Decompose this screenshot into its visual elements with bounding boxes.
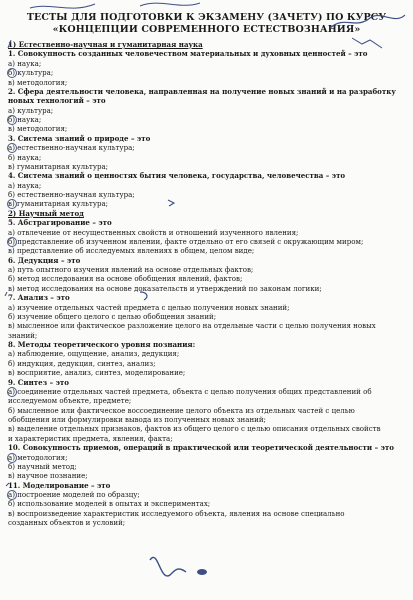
line-text: 3. Система знаний о природе – это [8,133,151,143]
line-text: б) изучение общего целого с целью обобщения знаний; [8,311,217,321]
line-text: а) методология; [8,452,68,462]
line-text: 4. Система знаний о ценностях бытия человека, государства, человечества – это [8,171,346,181]
line-text: б) использование моделей в опытах и экспериментах; [8,499,211,509]
line-text: б) культура; [8,68,54,78]
line-text: в) воспроизведение характеристик исследуемого объекта, явления на основе специально [8,508,345,518]
line-text: в) представление об исследуемых явлениях в общем, целом виде; [8,246,255,256]
line-text: 1. Совокупность созданных человечеством материальных и духовных ценностей – это [8,49,368,59]
line-text: знаний; [8,330,38,340]
line-text: 8. Методы теоретического уровня познания: [8,340,196,349]
line-text: 9. Синтез – это [8,377,69,387]
line-text: а) соединение отдельных частей предмета, объекта с целью получения общих представлений об [8,386,372,396]
line-text: б) метод исследования на основе обобщения явлений, фактов; [8,274,243,284]
line-text: новых технологий – это [8,96,106,106]
line-text: а) наблюдение, ощущение, анализ, дедукция; [8,349,180,359]
line-text: 7. Анализ – это [8,293,70,303]
line-text: б) наука; [8,152,42,162]
line-text: а) изучение отдельных частей предмета с целью получения новых знаний; [8,302,290,312]
line-text: созданных объектов и условий; [8,518,126,528]
line-text: а) естественно-научная культура; [8,143,135,153]
line-text: и характеристик предмета, явления, факта; [8,433,173,443]
line-text: 6. Дедукция – это [8,255,81,265]
line-text: в) научное познание; [8,471,88,481]
line-text: 1) Естественно-научная и гуманитарная наука [8,40,203,49]
line-text: 2) Научный метод [8,208,84,218]
line-text: в) гуманитарная культура; [8,161,109,171]
line-text: в) метод исследования на основе доказательств и утверждений по законам логики; [8,283,322,293]
line-text: 2. Сфера деятельности человека, направленная на получение новых знаний и на разработку [8,86,396,96]
line-text: б) представление об изученном явлении, факте отдельно от его связей с окружающим миром; [8,236,364,246]
line-text: 10. Совокупность приемов, операций в практической или теоретической деятельности – это [8,443,394,453]
line-text: в) восприятие, анализ, синтез, моделирование; [8,368,186,378]
line-text: в) мысленное или фактическое разложение целого на отдельные части с целью получения новых [8,321,376,331]
line-text: а) построение моделей по образцу; [8,490,140,499]
line-text: а) наука; [8,58,42,68]
line-text: в) гуманитарная культура; [8,199,109,209]
line-text: в) методология; [8,124,68,134]
document-title-line-2: «КОНЦЕПЦИИ СОВРЕМЕННОГО ЕСТЕСТВОЗНАНИЯ» [52,24,361,35]
line-text: 5. Абстрагирование – это [8,218,112,228]
line-text: б) мысленное или фактическое воссоединение целого объекта из отдельных частей с целью [8,405,355,415]
line-text: а) наука; [8,180,42,190]
line-text: а) путь опытного изучения явлений на основе отдельных фактов; [8,265,254,274]
line-text: 11. Моделирование – это [8,480,111,490]
line-text: б) естественно-научная культура; [8,190,135,199]
line-text: а) отвлечение от несущественных свойств и отношений изученного явления; [8,227,299,237]
line-text: б) наука; [8,115,42,124]
line-text: а) культура; [8,105,54,115]
line-text: в) выделение отдельных признаков, фактов из общего целого с целью описания отдельных свойств [8,424,381,434]
line-text: исследуемом объекте, предмете; [8,396,132,406]
line-text: б) индукция, дедукция, синтез, анализ; [8,358,156,368]
line-text: обобщения или формулировки вывода из полученных новых знаний; [8,415,266,424]
document-title-line-1: ТЕСТЫ ДЛЯ ПОДГОТОВКИ К ЭКЗАМЕНУ (ЗАЧЕТУ) ПО КУРСУ [26,12,387,23]
line-text: в) методология; [8,77,68,87]
line-text: б) научный метод; [8,461,77,471]
